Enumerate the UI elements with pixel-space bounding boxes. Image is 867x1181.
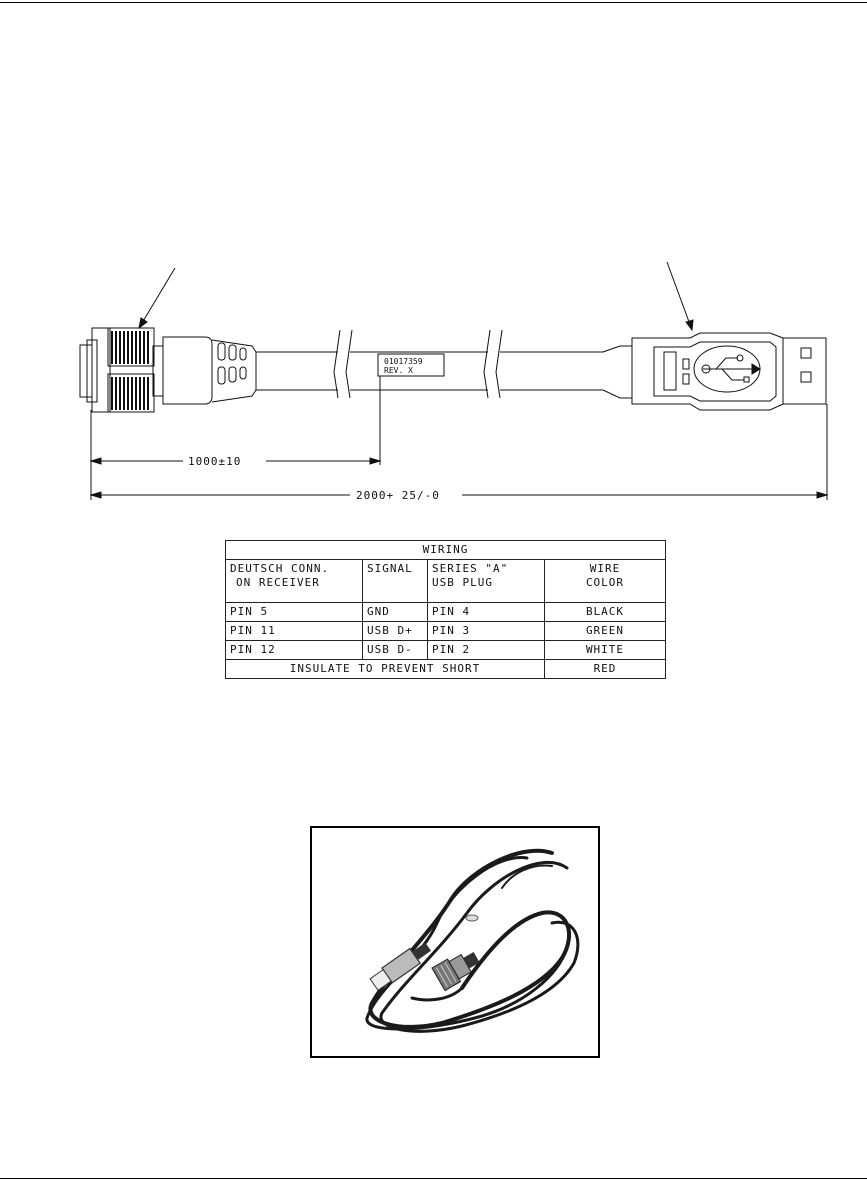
leader-line-left (139, 268, 175, 328)
footer-note: INSULATE TO PREVENT SHORT (226, 660, 545, 679)
row-color: BLACK (545, 603, 666, 622)
wiring-title: WIRING (226, 541, 666, 560)
row-signal: GND (363, 603, 428, 622)
header-wire-color: WIRE COLOR (545, 560, 666, 603)
cable-label-line2: REV. X (384, 366, 413, 375)
header-usb: SERIES "A" USB PLUG (428, 560, 545, 603)
cable-label-line1: 01017359 (384, 357, 423, 366)
row-pin: PIN 12 (226, 641, 363, 660)
dimension-long-label: 2000+ 25/-0 (356, 489, 440, 502)
row-color: GREEN (545, 622, 666, 641)
header-deutsch: DEUTSCH CONN. ON RECEIVER (226, 560, 363, 603)
row-signal: USB D+ (363, 622, 428, 641)
usb-plug (603, 333, 826, 410)
cable-photo (310, 826, 600, 1058)
leader-arrow-left (139, 318, 147, 328)
table-row (226, 641, 666, 660)
wiring-table (225, 540, 666, 679)
header-signal: SIGNAL (363, 560, 428, 603)
table-row (226, 622, 666, 641)
dimension-lines (91, 376, 827, 500)
deutsch-connector (80, 328, 256, 412)
row-usb: PIN 2 (428, 641, 545, 660)
row-signal: USB D- (363, 641, 428, 660)
row-pin: PIN 11 (226, 622, 363, 641)
dimension-short-label: 1000±10 (188, 455, 242, 468)
leader-arrow-right (686, 320, 693, 330)
table-row (226, 603, 666, 622)
row-pin: PIN 5 (226, 603, 363, 622)
footer-color: RED (545, 660, 666, 679)
row-color: WHITE (545, 641, 666, 660)
cable-photo-icon (312, 828, 598, 1056)
table-row (226, 660, 666, 679)
row-usb: PIN 4 (428, 603, 545, 622)
row-usb: PIN 3 (428, 622, 545, 641)
leader-line-right (667, 262, 692, 330)
usb-icon (694, 346, 760, 392)
